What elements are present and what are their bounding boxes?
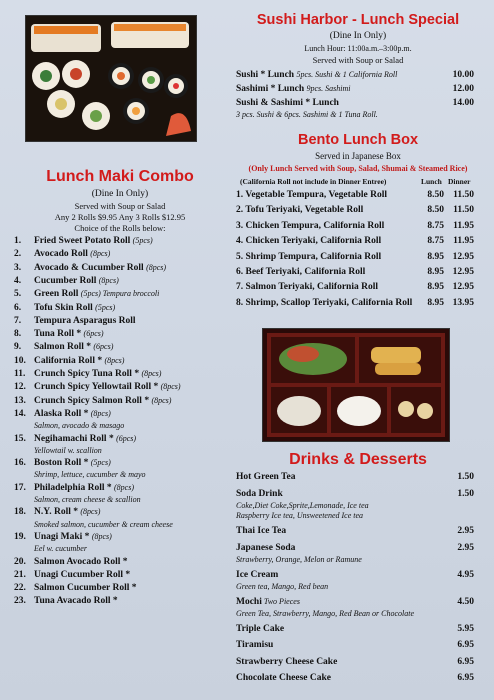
drink-item-desc: Strawberry, Orange, Melon or Ramune <box>236 554 362 564</box>
drink-item-price: 6.95 <box>457 673 474 683</box>
drink-item-name: Mochi <box>236 596 262 607</box>
maki-item <box>14 342 113 352</box>
drink-item-desc: Raspberry Ice tea, Unsweetened Ice tea <box>236 511 364 520</box>
item-desc: 9pcs. Sashimi <box>306 84 351 93</box>
maki-item <box>14 557 128 567</box>
maki-item-number: 6. <box>14 302 22 313</box>
bento-item-number: 3. <box>236 220 246 231</box>
maki-item-name: Salmon Avocado Roll * <box>34 556 128 567</box>
item-price: 14.00 <box>452 98 474 108</box>
maki-item-name: Negihamachi Roll * <box>34 433 117 444</box>
maki-item-desc: (8pcs) <box>90 408 111 418</box>
bento-dinner-price: 11.95 <box>453 220 474 231</box>
maki-item <box>14 596 118 606</box>
maki-item <box>14 483 134 493</box>
drink-item <box>236 489 283 499</box>
drink-item-name: Hot Green Tea <box>236 472 296 482</box>
bento-item <box>236 236 381 246</box>
maki-item-desc: (8pcs) <box>141 369 162 378</box>
drink-item <box>236 543 295 553</box>
maki-item-name: Tofu Skin Roll <box>34 302 96 313</box>
maki-item-name: Boston Roll * <box>34 458 91 469</box>
drink-item <box>236 570 278 580</box>
bento-item <box>236 267 365 277</box>
maki-item-name: Green Roll <box>34 289 81 300</box>
drink-item <box>236 640 273 650</box>
bento-lunch-price: 8.95 <box>427 251 444 262</box>
bento-item <box>236 205 363 215</box>
maki-item-number: 4. <box>14 275 22 286</box>
maki-title: Lunch Maki Combo <box>46 168 194 185</box>
maki-dine-in: (Dine In Only) <box>91 189 149 199</box>
maki-item-number: 8. <box>14 329 22 340</box>
maki-item <box>14 303 115 313</box>
drink-item-name: Chocolate Cheese Cake <box>236 673 331 683</box>
sushi-rolls-image <box>26 16 196 141</box>
maki-item-desc: (6pcs) <box>83 329 104 339</box>
item-name: Sushi & Sashimi * Lunch <box>236 98 339 108</box>
bento-dinner-price: 11.50 <box>453 190 474 200</box>
maki-item-number: 13. <box>14 395 26 406</box>
maki-item-desc: (5pcs) <box>90 458 111 468</box>
drinks-title: Drinks & Desserts <box>289 451 427 468</box>
maki-item-desc: (6pcs) <box>116 433 137 443</box>
bento-dinner-price: 11.50 <box>453 205 474 216</box>
maki-item <box>14 458 111 468</box>
bento-item-number: 4. <box>236 236 246 247</box>
item-price: 12.00 <box>452 84 474 94</box>
maki-item-desc: (6pcs) <box>93 342 114 352</box>
bento-dinner-price: 11.95 <box>453 236 474 247</box>
maki-item-desc: (8pcs) <box>160 382 181 392</box>
maki-item-number: 5. <box>14 289 22 300</box>
maki-item-desc: (8pcs) <box>98 275 119 285</box>
drink-item <box>236 472 295 482</box>
maki-item-desc: (8pcs) <box>80 507 101 517</box>
maki-item-desc: (8pcs) <box>90 249 111 259</box>
bento-lunch-price: 8.95 <box>427 282 444 293</box>
drink-item-extra: Two Pieces <box>261 596 300 606</box>
lunch-special-item <box>236 98 339 108</box>
maki-item-sub: Shrimp, lettuce, cucumber & mayo <box>34 470 146 480</box>
drink-item-name: Thai Ice Tea <box>236 526 287 536</box>
maki-item-desc: (8pcs) <box>91 531 112 541</box>
maki-item <box>14 434 136 444</box>
bento-served: Served in Japanese Box <box>315 151 401 161</box>
lunch-special-item <box>236 70 397 80</box>
drink-item-name: Strawberry Cheese Cake <box>236 656 338 667</box>
drink-item-price: 4.95 <box>457 569 474 580</box>
bento-only-note: (Only Lunch Served with Soup, Salad, Shumai & Steamed Rice) <box>248 164 468 173</box>
maki-item-number: 12. <box>14 382 26 393</box>
maki-item-number: 15. <box>14 433 26 444</box>
maki-item-desc: (8pcs) <box>146 262 167 272</box>
maki-item <box>14 276 119 286</box>
drink-item-price: 1.50 <box>457 472 474 482</box>
maki-item-sub: Smoked salmon, cucumber & cream cheese <box>34 519 173 529</box>
maki-item-number: 20. <box>14 556 26 567</box>
maki-item-number: 14. <box>14 408 26 419</box>
bento-item-name: Shrimp, Scallop Teriyaki, California Roll <box>245 297 413 308</box>
maki-item-name: Salmon Cucumber Roll * <box>34 583 137 594</box>
drink-item <box>236 526 286 536</box>
bento-lunch-price: 8.75 <box>427 236 444 247</box>
maki-item <box>14 532 112 542</box>
drink-item-price: 1.50 <box>457 488 474 499</box>
bento-dinner-price: 12.95 <box>452 282 474 293</box>
maki-item-name: Cucumber Roll <box>34 275 99 286</box>
maki-item-sub: Eel w. cucumber <box>34 544 87 554</box>
bento-item <box>236 190 387 200</box>
bento-item-name: Chicken Tempura, California Roll <box>245 220 385 231</box>
drink-item-price: 2.95 <box>457 542 474 553</box>
bento-item <box>236 282 378 292</box>
bento-lunch-price: 8.75 <box>427 220 444 231</box>
bento-item-number: 6. <box>236 267 246 277</box>
maki-item-sub: Yellowtail w. scallion <box>34 445 102 455</box>
maki-item-name: Crunch Spicy Yellowtail Roll * <box>34 382 161 393</box>
maki-item-number: 23. <box>14 596 26 607</box>
maki-item-name: Salmon Roll * <box>34 342 94 353</box>
maki-choice: Choice of the Rolls below: <box>74 223 166 233</box>
drink-item-name: Ice Cream <box>236 569 279 580</box>
maki-item <box>14 356 124 366</box>
bento-item-number: 8. <box>236 297 246 308</box>
bento-ca-note: (California Roll not include in Dinner Entree) <box>240 177 387 186</box>
lunch-special-dine-in: (Dine In Only) <box>329 31 387 41</box>
drink-item-price: 5.95 <box>457 623 474 634</box>
drink-item-price: 6.95 <box>457 640 474 650</box>
maki-item <box>14 396 171 406</box>
item-desc: 3 pcs. Sushi & 6pcs. Sashimi & 1 Tuna Roll. <box>236 110 378 119</box>
bento-item-number: 5. <box>236 251 246 262</box>
lunch-special-hours: Lunch Hour: 11:00a.m.–3:00p.m. <box>304 44 412 53</box>
maki-item-number: 3. <box>14 262 22 273</box>
bento-item-name: Tofu Teriyaki, Vegetable Roll <box>245 205 364 216</box>
drink-item-desc: Coke,Diet Coke,Sprite,Lemonade, Ice tea <box>236 500 369 510</box>
bento-dinner-price: 12.95 <box>452 267 474 277</box>
bento-item-number: 7. <box>236 282 246 293</box>
drink-item <box>236 657 337 667</box>
maki-item-number: 19. <box>14 531 26 542</box>
sushi-photo <box>25 15 197 142</box>
maki-item-desc: (8pcs) <box>151 395 172 405</box>
maki-item <box>14 249 110 259</box>
drink-item-desc: Green tea, Mango, Red bean <box>236 581 329 591</box>
bento-item-name: Chicken Teriyaki, California Roll <box>245 236 382 247</box>
maki-item-desc: (8pcs) <box>113 482 134 492</box>
item-name: Sushi * Lunch <box>236 70 295 80</box>
maki-item <box>14 583 137 593</box>
maki-item <box>14 409 111 419</box>
bento-item-name: Shrimp Tempura, California Roll <box>245 251 382 262</box>
bento-item-number: 1. <box>236 190 246 200</box>
bento-title: Bento Lunch Box <box>297 132 419 148</box>
maki-item-desc: (5pcs) <box>95 302 116 312</box>
item-desc: 5pcs. Sushi & 1 California Roll <box>296 70 398 79</box>
maki-item-number: 2. <box>14 249 22 260</box>
maki-item-number: 9. <box>14 342 22 353</box>
bento-dinner-price: 12.95 <box>452 251 474 262</box>
bento-dinner-price: 13.95 <box>452 297 474 308</box>
maki-item <box>14 382 181 392</box>
lunch-special-title: Sushi Harbor - Lunch Special <box>256 12 460 28</box>
maki-item-number: 17. <box>14 482 26 493</box>
bento-item <box>236 298 412 308</box>
maki-item-number: 22. <box>14 583 26 594</box>
maki-item-desc: (5pcs) <box>132 236 153 245</box>
drink-item-desc: Green Tea, Strawberry, Mango, Red Bean or Chocolate <box>236 608 415 618</box>
maki-served: Served with Soup or Salad <box>74 201 166 211</box>
maki-item-number: 16. <box>14 458 26 469</box>
maki-item-sub: Salmon, avocado & masago <box>34 421 125 431</box>
maki-item-name: Avocado Roll <box>34 249 91 260</box>
maki-item <box>14 329 104 339</box>
drink-item <box>236 597 300 607</box>
drink-item-price: 4.50 <box>457 596 474 607</box>
maki-item <box>14 263 166 273</box>
maki-pricing: Any 2 Rolls $9.95 Any 3 Rolls $12.95 <box>54 212 186 222</box>
maki-item <box>14 236 153 246</box>
drink-item-name: Soda Drink <box>236 488 283 499</box>
maki-item <box>14 289 159 299</box>
maki-item-name: Unagi Cucumber Roll * <box>34 569 131 580</box>
bento-lunch-price: 8.50 <box>427 205 444 216</box>
drink-item-name: Tiramisu <box>236 640 274 650</box>
maki-item <box>14 507 100 517</box>
maki-item-name: Crunch Spicy Salmon Roll * <box>34 395 152 406</box>
maki-item-sub: Salmon, cream cheese & scallion <box>34 495 141 504</box>
bento-lunch-price: 8.95 <box>427 267 444 277</box>
maki-item <box>14 369 161 379</box>
maki-item-name: Unagi Maki * <box>34 531 92 542</box>
maki-item-number: 11. <box>14 369 26 379</box>
bento-box-image <box>263 329 449 441</box>
maki-item-name: Philadelphia Roll * <box>34 482 114 493</box>
lunch-special-item <box>236 84 351 94</box>
maki-item <box>14 570 130 580</box>
drink-item-name: Japanese Soda <box>236 542 296 553</box>
maki-item-name: Tempura Asparagus Roll <box>34 315 136 326</box>
drink-item-name: Triple Cake <box>236 623 285 634</box>
drink-item <box>236 673 331 683</box>
maki-item-name: Alaska Roll * <box>34 408 91 419</box>
drink-item <box>236 624 284 634</box>
maki-item-name: Avocado & Cucumber Roll <box>34 262 147 273</box>
maki-item-name: Tuna Avacado Roll * <box>34 596 118 607</box>
maki-item-number: 7. <box>14 315 22 326</box>
bento-col-dinner: Dinner <box>448 177 471 186</box>
bento-item-name: Vegetable Tempura, Vegetable Roll <box>245 190 387 200</box>
maki-item-number: 18. <box>14 507 26 518</box>
maki-item-name: Crunch Spicy Tuna Roll * <box>34 369 142 379</box>
bento-item-number: 2. <box>236 205 246 216</box>
maki-item-name: Tuna Roll * <box>34 329 84 340</box>
drink-item-price: 6.95 <box>457 656 474 667</box>
item-name: Sashimi * Lunch <box>236 84 305 94</box>
maki-item-name: N.Y. Roll * <box>34 507 81 518</box>
item-price: 10.00 <box>452 70 474 80</box>
bento-lunch-price: 8.95 <box>427 297 444 308</box>
bento-item <box>236 221 384 231</box>
maki-item <box>14 316 136 326</box>
maki-item-desc: (5pcs) Tempura broccoli <box>80 289 160 299</box>
maki-item-number: 21. <box>14 569 26 580</box>
maki-item-number: 10. <box>14 355 26 366</box>
bento-item-name: Salmon Teriyaki, California Roll <box>245 282 378 293</box>
bento-photo <box>262 328 450 442</box>
bento-col-lunch: Lunch <box>421 177 442 186</box>
maki-item-desc: (8pcs) <box>104 355 125 365</box>
lunch-special-served: Served with Soup or Salad <box>312 55 404 65</box>
maki-item-name: Fried Sweet Potato Roll <box>34 236 133 246</box>
maki-item-number: 1. <box>14 236 22 246</box>
bento-lunch-price: 8.50 <box>427 190 444 200</box>
maki-item-name: California Roll * <box>34 355 105 366</box>
bento-item <box>236 252 381 262</box>
drink-item-price: 2.95 <box>457 526 474 536</box>
bento-item-name: Beef Teriyaki, California Roll <box>245 267 366 277</box>
